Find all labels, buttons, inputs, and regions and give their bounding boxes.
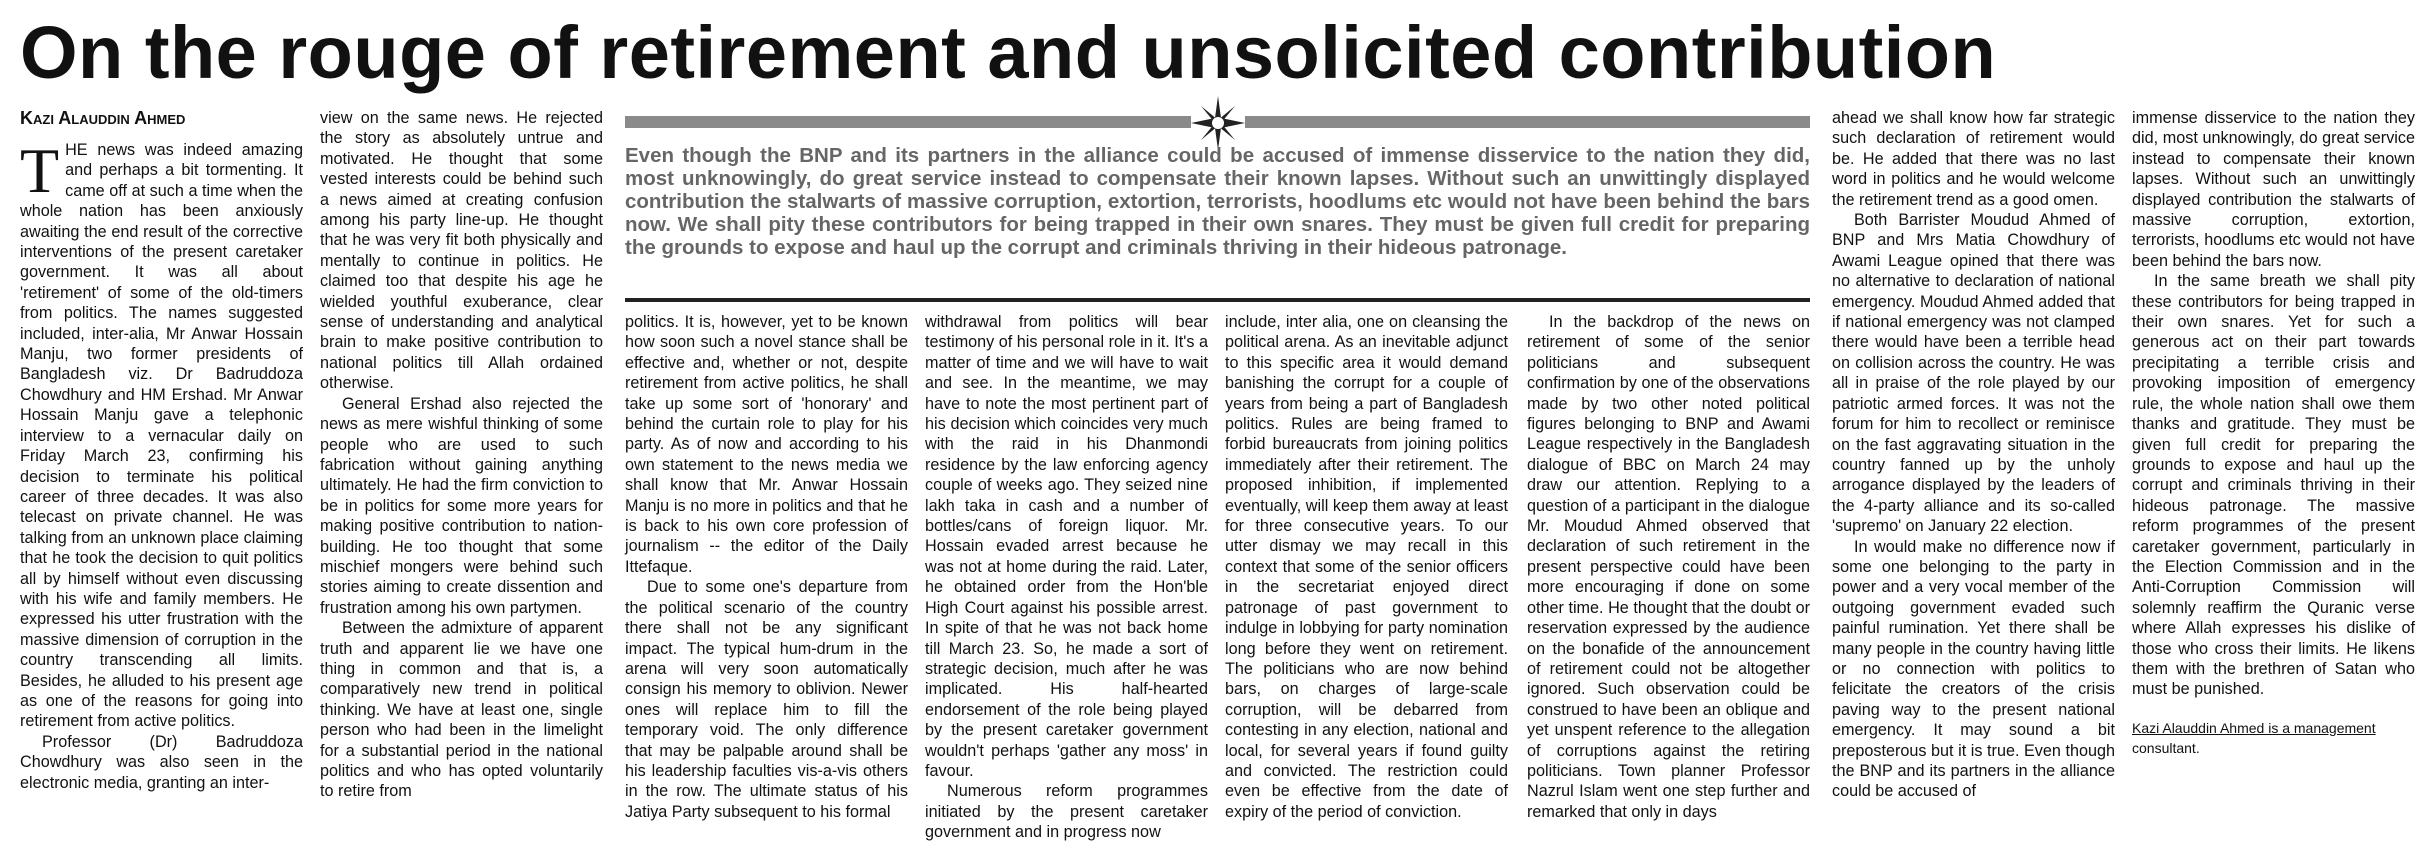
paragraph: Due to some one's departure from the political scenario of the country there shall not be any significant impact. The typical hum-drum in the arena will very soon automatically consign his memory to oblivion. Newer ones will replace him to fill the temporary void. The only difference that may be palpable around shall be his leadership faculties vis-a-vis others in the row. The ultimate status of his Jatiya Party subsequent to his formal [625, 578, 908, 821]
paragraph: In the same breath we shall pity these contributors for being trapped in their own snares. Yet for such a generous act on their part towards precipitating a terrible crisis and provoking imposition of emergency rule, the whole nation shall owe them thanks and gratitude. They must be given full credit for preparing the grounds to expose and haul up the corrupt and criminals thriving in their hideous patronage. The massive reform programmes of the present caretaker government, particularly in the Election Commission and in the Anti-Corruption Commission will solemnly reaffirm the Quranic verse where Allah expresses his dislike of those who cross their limits. He likens them with the brethren of Satan who must be punished. [2132, 272, 2415, 699]
paragraph: In the backdrop of the news on retirement of some of the senior politicians and subsequent confirmation by one of the observations made by two other noted political figures belonging to BNP and Awami League respectively in the Bangladesh dialogue of BBC on March 24 may draw our attention. Replying to a question of a participant in the dialogue Mr. Moudud Ahmed observed that declaration of such retirement in the present perspective could have been more encouraging if done on some other time. He thought that the doubt or reservation expressed by the audience on the bonafide of the announcement of retirement could not be altogether ignored. Such observation could be construed to have been an oblique and yet unspent reference to the allegation of corruptions against the retiring politicians. Town planner Professor Nazrul Islam went one step further and remarked that only in days [1527, 313, 1810, 821]
column-3 [625, 312, 908, 822]
paragraph: include, inter alia, one on cleansing the political arena. As an inevitable adjunct to this specific area it would demand banishing the corrupt for a couple of years from being a part of Bangladesh politics. Rules are being framed to forbid bureaucrats from joining politics immediately after their retirement. The proposed inhibition, if implemented eventually, will keep them away at least for three consecutive years. To our utter dismay we may recall in this context that some of the senior officers in the secretariat enjoyed direct patronage of past government to indulge in lobbying for party nomination long before they went on retirement. The politicians who are now behind bars, on charges of large-scale corruption, will be debarred from contesting in any election, national and local, for several years if found guilty and convicted. The restriction could even be effective from the date of expiry of the period of conviction. [1225, 313, 1508, 821]
pull-quote-bottom-rule [625, 298, 1810, 302]
paragraph [20, 135, 303, 732]
author-note-tail: consultant. [2132, 740, 2200, 757]
byline: Kazi Alauddin Ahmed [20, 108, 186, 128]
column-1 [20, 135, 303, 793]
author-note-line: Kazi Alauddin Ahmed is a management [2132, 719, 2376, 736]
paragraph: Between the admixture of apparent truth and apparent lie we have one thing in common and that is, a comparatively new trend in political thinking. We have at least one, single person who had been in the limelight for a substantial period in the national politics and who has opted voluntarily to retire from [320, 619, 603, 801]
paragraph: Professor (Dr) Badruddoza Chowdhury was also seen in the electronic media, granting an inter- [20, 732, 303, 792]
paragraph: immense disservice to the nation they did, most unknowingly, do great service instead to compensate their known lapses. Without such an unwittingly displayed contribution the stalwarts of massive corruption, extortion, terrorists, hoodlums etc would not have been behind the bars now. [2132, 109, 2415, 270]
paragraph-text: HE news was indeed amazing and perhaps a bit tormenting. It came off at such a time when the whole nation has been anxiously awaiting the end result of the corrective interventions of the present caretaker government. It was all about 'retirement' of some of the old-timers from politics. The names suggested included, inter-alia, Mr Anwar Hossain Manju, two former presidents of Bangladesh viz. Dr Badruddoza Chowdhury and HM Ershad. Mr Anwar Hossain Manju gave a telephonic interview to a vernacular daily on Friday March 23, confirming his decision to terminate his political career of three decades. It was also telecast on private channel. He was talking from an unknown place claiming that he took the decision to quit politics all by himself without even discussing with his wife and family members. He expressed his utter frustration with the massive dimension of corruption in the country transcending all limits. Besides, he alluded to his present age as one of the reasons for going into retirement from active politics. [20, 141, 303, 731]
pull-quote: Even though the BNP and its partners in the alliance could be accused of immense disservice to the nation they did, most unknowingly, do great service instead to compensate their known lapses. Without such an unwittingly displayed contribution the stalwarts of massive corruption, extortion, terrorists, hoodlums etc would not have been behind the bars now. We shall pity these contributors for being trapped in their own snares. They must be given full credit for preparing the grounds to expose and haul up the corrupt and criminals thriving in their hideous patronage. [625, 144, 1810, 259]
paragraph: politics. It is, however, yet to be known how soon such a novel stance shall be effective and, whether or not, despite retirement from active politics, he shall take up some sort of 'honorary' and behind the curtain role to play for his party. As of now and according to his own statement to the news media we shall know that Mr. Anwar Hossain Manju is no more in politics and that he is back to his own core profession of journalism -- the editor of the Daily Ittefaque. [625, 313, 908, 576]
paragraph: ahead we shall know how far strategic such declaration of retirement would be. He added that there was no last word in politics and he would welcome the retirement trend as a good omen. [1832, 109, 2115, 209]
author-note [2132, 718, 2415, 759]
column-8 [2132, 108, 2415, 759]
starburst-icon [1191, 96, 1245, 150]
paragraph: In would make no difference now if some one belonging to the party in power and a very vocal member of the outgoing government evaded such painful rumination. Yet there shall be many people in the country having little or no connection with politics to felicitate the creators of the crisis paving way to the present national emergency. It may sound a bit preposterous but it is true. Even though the BNP and its partners in the alliance could be accused of [1832, 537, 2115, 801]
drop-cap: T [20, 135, 60, 206]
column-6 [1527, 312, 1810, 822]
paragraph: withdrawal from politics will bear testimony of his personal role in it. It's a matter of time and we will have to wait and see. In the meantime, we may have to note the most pertinent part of his decision which coincides very much with the raid in his Dhanmondi residence by the law enforcing agency couple of weeks ago. They seized nine lakh taka in cash and a number of bottles/cans of foreign liquor. Mr. Hossain evaded arrest because he was not at home during the raid. Later, he obtained order from the Hon'ble High Court against his possible arrest. In spite of that he was not back home till March 23. So, he made a sort of strategic decision, much after he was implicated. His half-hearted endorsement of the role being played by the present caretaker government wouldn't perhaps 'gather any moss' in favour. [925, 313, 1208, 780]
paragraph: Both Barrister Moudud Ahmed of BNP and Mrs Matia Chowdhury of Awami League opined that there was no alternative to declaration of national emergency. Moudud Ahmed added that if national emergency was not clamped there would have been a terrible head on collision across the country. He was all in praise of the role played by our patriotic armed forces. It was not the forum for him to recollect or reminisce on the fast aggravating situation in the country fanned up by the unholy arrogance displayed by the leaders of the 4-party alliance and its so-called 'supremo' on January 22 election. [1832, 211, 2115, 536]
column-7 [1832, 108, 2115, 802]
paragraph: view on the same news. He rejected the story as absolutely untrue and motivated. He thought that some vested interests could be behind such a news aimed at creating confusion among his party line-up. He thought that he was very fit both physically and mentally to continue in politics. He claimed too that despite his age he wielded youthful exuberance, clear sense of understanding and analytical brain to make positive contribution to national politics till Allah ordained otherwise. [320, 109, 603, 393]
pull-quote-box [625, 104, 1810, 304]
column-2 [320, 108, 603, 802]
headline: On the rouge of retirement and unsolicited contribution [20, 11, 1997, 94]
column-4 [925, 312, 1208, 843]
column-5 [1225, 312, 1508, 822]
paragraph: General Ershad also rejected the news as mere wishful thinking of some people who are used to such fabrication without gaining anything ultimately. He had the firm conviction to be in politics for some more years for making positive contribution to nation-building. He too thought that some mischief mongers were behind such stories aiming to create dissention and frustration among his own partymen. [320, 394, 603, 617]
paragraph: Numerous reform programmes initiated by the present caretaker government and in progress now [925, 782, 1208, 842]
